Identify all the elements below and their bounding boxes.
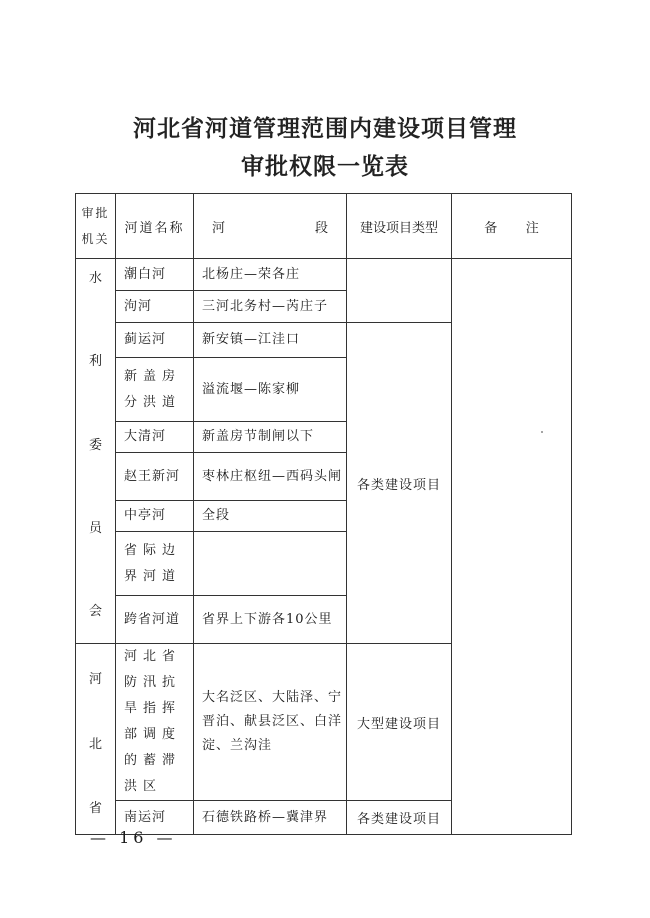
type-cell-large-projects: 大型建设项目 <box>347 644 452 801</box>
document-title-line1: 河北省河道管理范围内建设项目管理 <box>133 115 517 142</box>
river-name: 潮白河 <box>116 259 194 291</box>
header-org <box>76 194 116 259</box>
header-note-right: 注 <box>525 220 539 236</box>
river-section: 溢流堰—陈家柳 <box>194 358 347 422</box>
river-name: 跨省河道 <box>116 596 194 644</box>
note-cell <box>452 259 572 835</box>
header-note <box>452 194 572 259</box>
river-name: 省际边界河道 <box>116 532 194 596</box>
river-section: 新安镇—江洼口 <box>194 323 347 358</box>
page-number: — 16 — <box>90 828 177 847</box>
org-cell-water-commission <box>76 259 116 644</box>
header-org-bottom: 机关 <box>81 232 110 246</box>
org2-char: 省 <box>88 801 102 816</box>
org1-char: 委 <box>88 437 102 453</box>
river-name: 南运河 <box>116 801 194 835</box>
header-section-right: 段 <box>314 220 328 236</box>
river-name: 河北省防汛抗旱指挥部调度的蓄滞洪区 <box>116 644 194 801</box>
river-section: 石德铁路桥—冀津界 <box>194 801 347 835</box>
header-note-left: 备 <box>484 220 498 236</box>
scan-speck <box>541 431 543 433</box>
header-river: 河道名称 <box>116 194 194 259</box>
river-section <box>194 532 347 596</box>
table-header-row <box>76 194 572 259</box>
river-section: 省界上下游各10公里 <box>194 596 347 644</box>
org2-char: 河 <box>88 672 102 687</box>
river-name: 大清河 <box>116 422 194 453</box>
river-section: 新盖房节制闸以下 <box>194 422 347 453</box>
river-section: 北杨庄—荣各庄 <box>194 259 347 291</box>
table-row <box>76 259 572 291</box>
document-title-line2: 审批权限一览表 <box>241 153 409 180</box>
river-name: 蓟运河 <box>116 323 194 358</box>
river-name: 泃河 <box>116 291 194 323</box>
org1-char: 水 <box>88 271 102 286</box>
header-type: 建设项目类型 <box>347 194 452 259</box>
header-section <box>194 194 347 259</box>
header-org-top: 审批 <box>81 206 110 220</box>
river-section: 大名泛区、大陆泽、宁晋泊、献县泛区、白洋淀、兰沟洼 <box>194 644 347 801</box>
river-section: 枣林庄枢纽—西码头闸 <box>194 453 347 501</box>
river-section: 全段 <box>194 501 347 532</box>
org-cell-hebei-province <box>76 644 116 835</box>
org1-char: 员 <box>88 520 102 536</box>
header-section-left: 河 <box>212 220 226 236</box>
type-cell-all-projects: 各类建设项目 <box>347 323 452 644</box>
approval-table <box>75 193 572 835</box>
river-name: 新盖房分洪道 <box>116 358 194 422</box>
type-cell-empty <box>347 259 452 323</box>
river-section: 三河北务村—芮庄子 <box>194 291 347 323</box>
type-cell-all-projects-2: 各类建设项目 <box>347 801 452 835</box>
org2-char: 北 <box>88 736 102 752</box>
org1-char: 利 <box>88 354 102 370</box>
river-name: 中亭河 <box>116 501 194 532</box>
river-name: 赵王新河 <box>116 453 194 501</box>
org1-char: 会 <box>88 604 102 619</box>
